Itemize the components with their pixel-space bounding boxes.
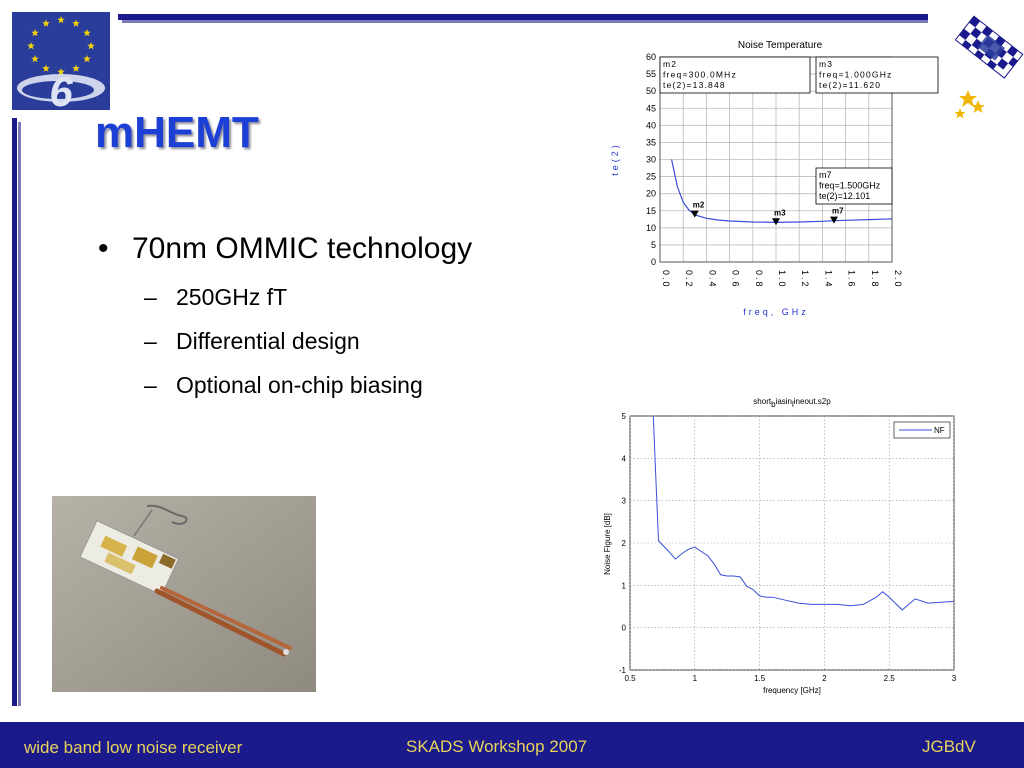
- y-tick-label: 3: [621, 496, 626, 506]
- logo-number: 6: [49, 68, 73, 115]
- y-axis-label: Noise Figure [dB]: [603, 513, 612, 575]
- marker-readout-line: te(2)=11.620: [819, 80, 882, 90]
- y-tick-label: 5: [650, 239, 656, 250]
- x-tick-label: 0.5: [624, 674, 636, 683]
- y-tick-label: 60: [645, 52, 656, 62]
- y-tick-label: 0: [650, 257, 656, 267]
- chart-title: [753, 397, 831, 409]
- checkered-flag-icon: [946, 12, 1022, 124]
- bullet-main: [98, 232, 109, 266]
- noise-temperature-chart: [600, 34, 903, 324]
- slide-title: mHEMT: [95, 108, 259, 157]
- x-tick-label: 2: [822, 674, 827, 683]
- y-tick-label: 2: [621, 539, 626, 548]
- x-tick-label: 1.4: [823, 270, 834, 289]
- x-tick-label: 0.8: [753, 270, 764, 289]
- chart-title-part: ineout.s2p: [793, 397, 831, 406]
- sub-bullet-text: Differential design: [176, 328, 360, 354]
- sub-bullet-text: Optional on-chip biasing: [176, 372, 423, 398]
- x-tick-label: 0.0: [661, 270, 671, 289]
- chart-title-part: iasin: [775, 397, 792, 406]
- x-tick-label: 1.2: [800, 270, 811, 289]
- x-tick-label: 1.5: [754, 674, 766, 683]
- y-tick-label: 15: [645, 205, 656, 216]
- x-tick-label: 1: [692, 674, 698, 683]
- x-tick-label: 0.4: [707, 270, 718, 289]
- y-tick-label: 4: [621, 454, 626, 464]
- y-axis-label: te(2): [610, 142, 620, 176]
- x-tick-label: 3: [951, 674, 957, 683]
- marker-label: m2: [692, 200, 705, 210]
- marker-readout-line: freq=1.000GHz: [819, 69, 893, 80]
- chart-title-part: short: [753, 397, 772, 406]
- y-tick-label: 5: [621, 412, 626, 421]
- y-tick-label: 35: [645, 137, 656, 148]
- marker-readout-line: m7: [819, 170, 832, 180]
- noise-figure-plot: [596, 392, 966, 698]
- marker-readout-line: freq=300.0MHz: [663, 69, 737, 80]
- bullet-main-text: 70nm OMMIC technology: [132, 232, 473, 265]
- x-tick-label: 2.0: [893, 270, 903, 289]
- x-tick-label: 1.6: [846, 270, 857, 289]
- bullet-marker: •: [98, 232, 109, 265]
- marker-label: m3: [774, 208, 786, 218]
- marker-triangle: [691, 211, 699, 218]
- y-tick-label: 20: [645, 188, 656, 199]
- marker-readout-line: m2: [663, 59, 678, 69]
- y-tick-label: -1: [618, 666, 626, 675]
- x-axis-label: freq, GHz: [743, 307, 809, 317]
- chart-title: Noise Temperature: [737, 40, 823, 51]
- footer-left-text: wide band low noise receiver: [24, 738, 243, 757]
- flag-decoration: [946, 12, 1022, 124]
- x-tick-label: 2.5: [883, 674, 895, 683]
- sub-bullet-text: 250GHz fT: [176, 284, 288, 310]
- chart-title-part: b: [771, 400, 776, 409]
- left-decorative-bar: [12, 118, 17, 706]
- footer-center-text: SKADS Workshop 2007: [406, 737, 588, 756]
- device-photo: [52, 496, 316, 692]
- top-bar-shadow: [122, 20, 928, 23]
- y-tick-label: 10: [645, 222, 656, 233]
- noise-figure-chart: [596, 392, 966, 698]
- y-tick-label: 50: [645, 86, 656, 97]
- eu-stars-icon: [12, 12, 110, 115]
- footer-right-text: JGBdV: [922, 737, 976, 756]
- y-tick-label: 40: [645, 120, 656, 131]
- marker-label: m7: [832, 206, 844, 216]
- sub-bullet-marker: –: [144, 284, 157, 310]
- marker-readout-line: freq=1.500GHz: [819, 180, 881, 191]
- left-bar-shadow: [18, 122, 21, 706]
- legend-label: NF: [934, 426, 945, 435]
- x-tick-label: 1.0: [777, 270, 787, 289]
- x-axis-label: frequency [GHz]: [763, 686, 821, 695]
- x-tick-label: 0.2: [684, 270, 695, 289]
- x-tick-label: 1.8: [869, 270, 880, 289]
- eu-fp6-logo: [12, 12, 110, 115]
- y-tick-label: 30: [645, 154, 656, 165]
- device-photo-image: [52, 496, 316, 692]
- y-tick-label: 25: [645, 171, 656, 182]
- sub-bullet-marker: –: [144, 328, 157, 354]
- x-tick-label: 0.6: [730, 270, 741, 289]
- marker-readout-line: m3: [819, 59, 834, 69]
- y-tick-label: 1: [621, 581, 626, 591]
- noise-temperature-plot: [600, 34, 903, 324]
- chart-title-part: l: [792, 400, 794, 409]
- marker-readout-line: te(2)=12.101: [819, 191, 871, 201]
- y-tick-label: 0: [621, 623, 626, 633]
- y-tick-label: 45: [645, 103, 656, 114]
- y-tick-label: 55: [645, 69, 656, 80]
- marker-readout-line: te(2)=13.848: [663, 80, 726, 90]
- sub-bullet-marker: –: [144, 372, 157, 398]
